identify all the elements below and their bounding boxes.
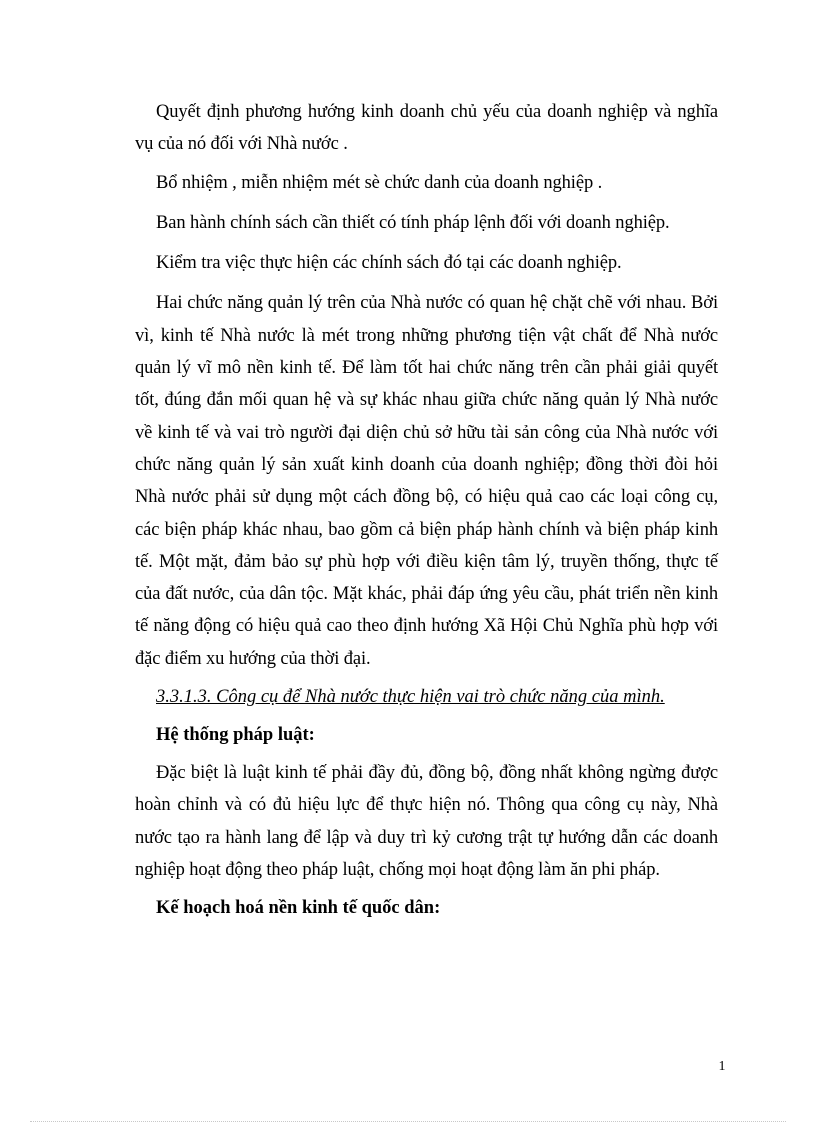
subheading-legal-system: Hệ thống pháp luật: <box>156 725 315 746</box>
paragraph-policy: Ban hành chính sách cần thiết có tính pháp lệnh đối với doanh nghiệp. <box>156 212 670 233</box>
paragraph-legal-system: Đặc biệt là luật kinh tế phải đầy đủ, đồng bộ, đồng nhất không ngừng được hoàn chỉnh và có đủ hiệu lực để thực hiện nó. Thông qua công cụ này, Nhà nước tạo ra hành lang để lập và duy trì kỷ cương trật tự hướng dẫn các doanh nghiệp hoạt động theo pháp luật, chống mọi hoạt động làm ăn phi pháp. <box>135 763 718 880</box>
page-number: 1 <box>718 1059 726 1074</box>
section-heading: 3.3.1.3. Công cụ để Nhà nước thực hiện vai trò chức năng của mình. <box>156 687 665 708</box>
page-bottom-divider <box>30 1121 786 1122</box>
paragraph-two-functions: Hai chức năng quản lý trên của Nhà nước có quan hệ chặt chẽ với nhau. Bởi vì, kinh tế Nhà nước là mét trong những phương tiện vật chất để Nhà nước quản lý vĩ mô nền kinh tế. Để làm tốt hai chức năng trên cần phải giải quyết tốt, đúng đắn mối quan hệ và sự khác nhau giữa chức năng quản lý Nhà nước về kinh tế và vai trò người đại diện chủ sở hữu tài sản công của Nhà nước với chức năng quản lý sản xuất kinh doanh của doanh nghiệp; đồng thời đòi hỏi Nhà nước phải sử dụng một cách đồng bộ, có hiệu quả cao các loại công cụ, các biện pháp khác nhau, bao gồm cả biện pháp hành chính và biện pháp kinh tế. Một mặt, đảm bảo sự phù hợp với điều kiện tâm lý, truyền thống, thực tế của đất nước, của dân tộc. Mặt khác, phải đáp ứng yêu cầu, phát triển nền kinh tế năng động có hiệu quả cao theo định hướng Xã Hội Chủ Nghĩa phù hợp với đặc điểm xu hướng của thời đại. <box>135 293 718 669</box>
paragraph-inspection: Kiểm tra việc thực hiện các chính sách đó tại các doanh nghiệp. <box>156 253 622 274</box>
paragraph-business-direction: Quyết định phương hướng kinh doanh chủ yếu của doanh nghiệp và nghĩa vụ của nó đối với Nhà nước . <box>135 102 718 155</box>
document-body <box>135 96 718 930</box>
subheading-economic-planning: Kế hoạch hoá nền kinh tế quốc dân: <box>156 898 441 919</box>
paragraph-appointment: Bổ nhiệm , miễn nhiệm mét sè chức danh của doanh nghiệp . <box>156 172 603 193</box>
